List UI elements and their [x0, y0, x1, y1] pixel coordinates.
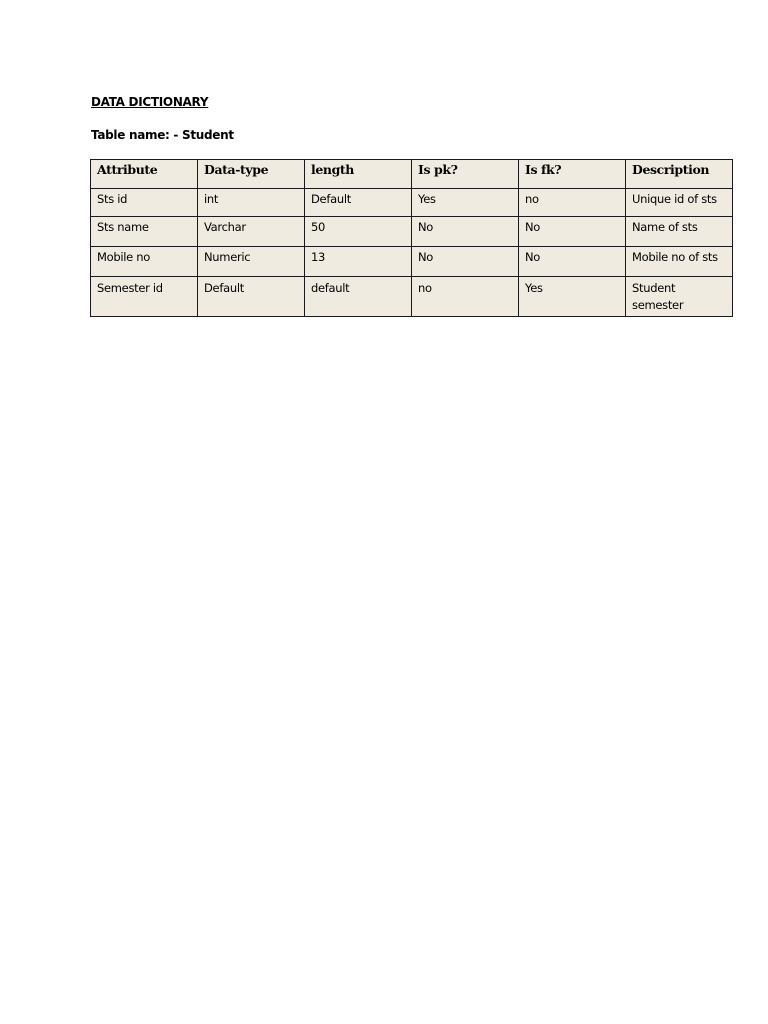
cell-length: default	[305, 277, 412, 317]
data-dictionary-table	[90, 159, 733, 317]
cell-attribute: Sts id	[91, 189, 198, 217]
cell-description: Unique id of sts	[626, 189, 733, 217]
cell-length: 50	[305, 217, 412, 247]
cell-is-pk: No	[412, 217, 519, 247]
cell-attribute: Semester id	[91, 277, 198, 317]
table-header-row	[91, 160, 733, 189]
cell-data-type: Numeric	[198, 247, 305, 277]
header-description: Description	[626, 160, 733, 189]
header-length: length	[305, 160, 412, 189]
cell-description: Name of sts	[626, 217, 733, 247]
cell-is-pk: No	[412, 247, 519, 277]
header-data-type: Data-type	[198, 160, 305, 189]
header-attribute: Attribute	[91, 160, 198, 189]
cell-description: Mobile no of sts	[626, 247, 733, 277]
document-title: DATA DICTIONARY	[91, 95, 209, 109]
header-is-fk: Is fk?	[519, 160, 626, 189]
cell-is-fk: Yes	[519, 277, 626, 317]
cell-attribute: Mobile no	[91, 247, 198, 277]
table-name-label: Table name: - Student	[91, 128, 234, 142]
header-is-pk: Is pk?	[412, 160, 519, 189]
cell-is-pk: no	[412, 277, 519, 317]
table-row	[91, 189, 733, 217]
cell-data-type: Default	[198, 277, 305, 317]
cell-is-pk: Yes	[412, 189, 519, 217]
cell-description: Student semester	[626, 277, 733, 317]
cell-is-fk: No	[519, 247, 626, 277]
cell-length: 13	[305, 247, 412, 277]
cell-data-type: int	[198, 189, 305, 217]
table-row	[91, 217, 733, 247]
table-row	[91, 277, 733, 317]
cell-data-type: Varchar	[198, 217, 305, 247]
cell-length: Default	[305, 189, 412, 217]
cell-attribute: Sts name	[91, 217, 198, 247]
cell-is-fk: No	[519, 217, 626, 247]
table-row	[91, 247, 733, 277]
cell-is-fk: no	[519, 189, 626, 217]
